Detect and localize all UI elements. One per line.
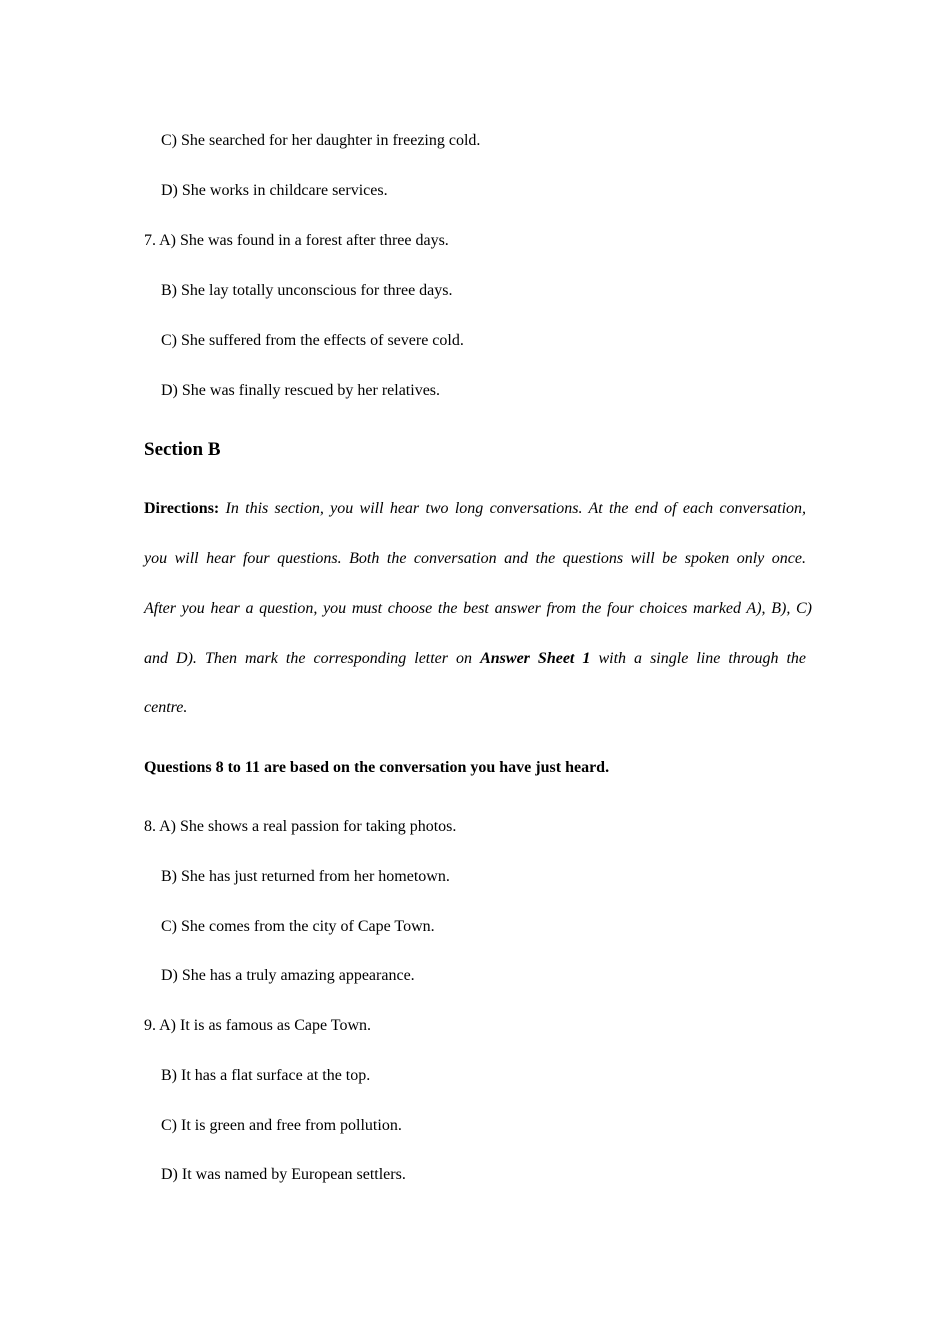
directions-label: Directions:: [144, 500, 220, 517]
q8-option-a: 8. A) She shows a real passion for taking photos.: [144, 818, 457, 835]
q8-option-d: D) She has a truly amazing appearance.: [161, 967, 415, 984]
q9-option-a: 9. A) It is as famous as Cape Town.: [144, 1017, 371, 1034]
q9-option-b: B) It has a flat surface at the top.: [161, 1067, 371, 1084]
directions-line-1: [144, 499, 806, 519]
q9-option-d: D) It was named by European settlers.: [161, 1166, 406, 1183]
q7-option-d: D) She was finally rescued by her relatives.: [161, 382, 441, 399]
directions-line-2: you will hear four questions. Both the conversation and the questions will be spoken only once.: [144, 550, 806, 567]
directions-line-3: After you hear a question, you must choose the best answer from the four choices marked A), B), C): [144, 600, 812, 617]
q7-option-a: 7. A) She was found in a forest after three days.: [144, 232, 449, 249]
directions-line-4: [144, 649, 806, 669]
q9-option-c: C) It is green and free from pollution.: [161, 1117, 402, 1134]
q6-option-d: D) She works in childcare services.: [161, 182, 388, 199]
q7-option-b: B) She lay totally unconscious for three days.: [161, 282, 453, 299]
directions-text-4a: and D). Then mark the corresponding letter on: [144, 650, 473, 667]
directions-text-4b: with a single line through the: [598, 650, 807, 667]
answer-sheet-ref: Answer Sheet 1: [480, 650, 591, 667]
question-group-heading: Questions 8 to 11 are based on the conversation you have just heard.: [144, 759, 610, 776]
directions-text-1: In this section, you will hear two long conversations. At the end of each conversation,: [225, 500, 807, 517]
section-b-title: Section B: [144, 439, 221, 460]
q8-option-b: B) She has just returned from her hometown.: [161, 868, 450, 885]
q6-option-c: C) She searched for her daughter in freezing cold.: [161, 132, 481, 149]
directions-line-5: centre.: [144, 699, 188, 716]
q7-option-c: C) She suffered from the effects of severe cold.: [161, 332, 464, 349]
q8-option-c: C) She comes from the city of Cape Town.: [161, 918, 435, 935]
